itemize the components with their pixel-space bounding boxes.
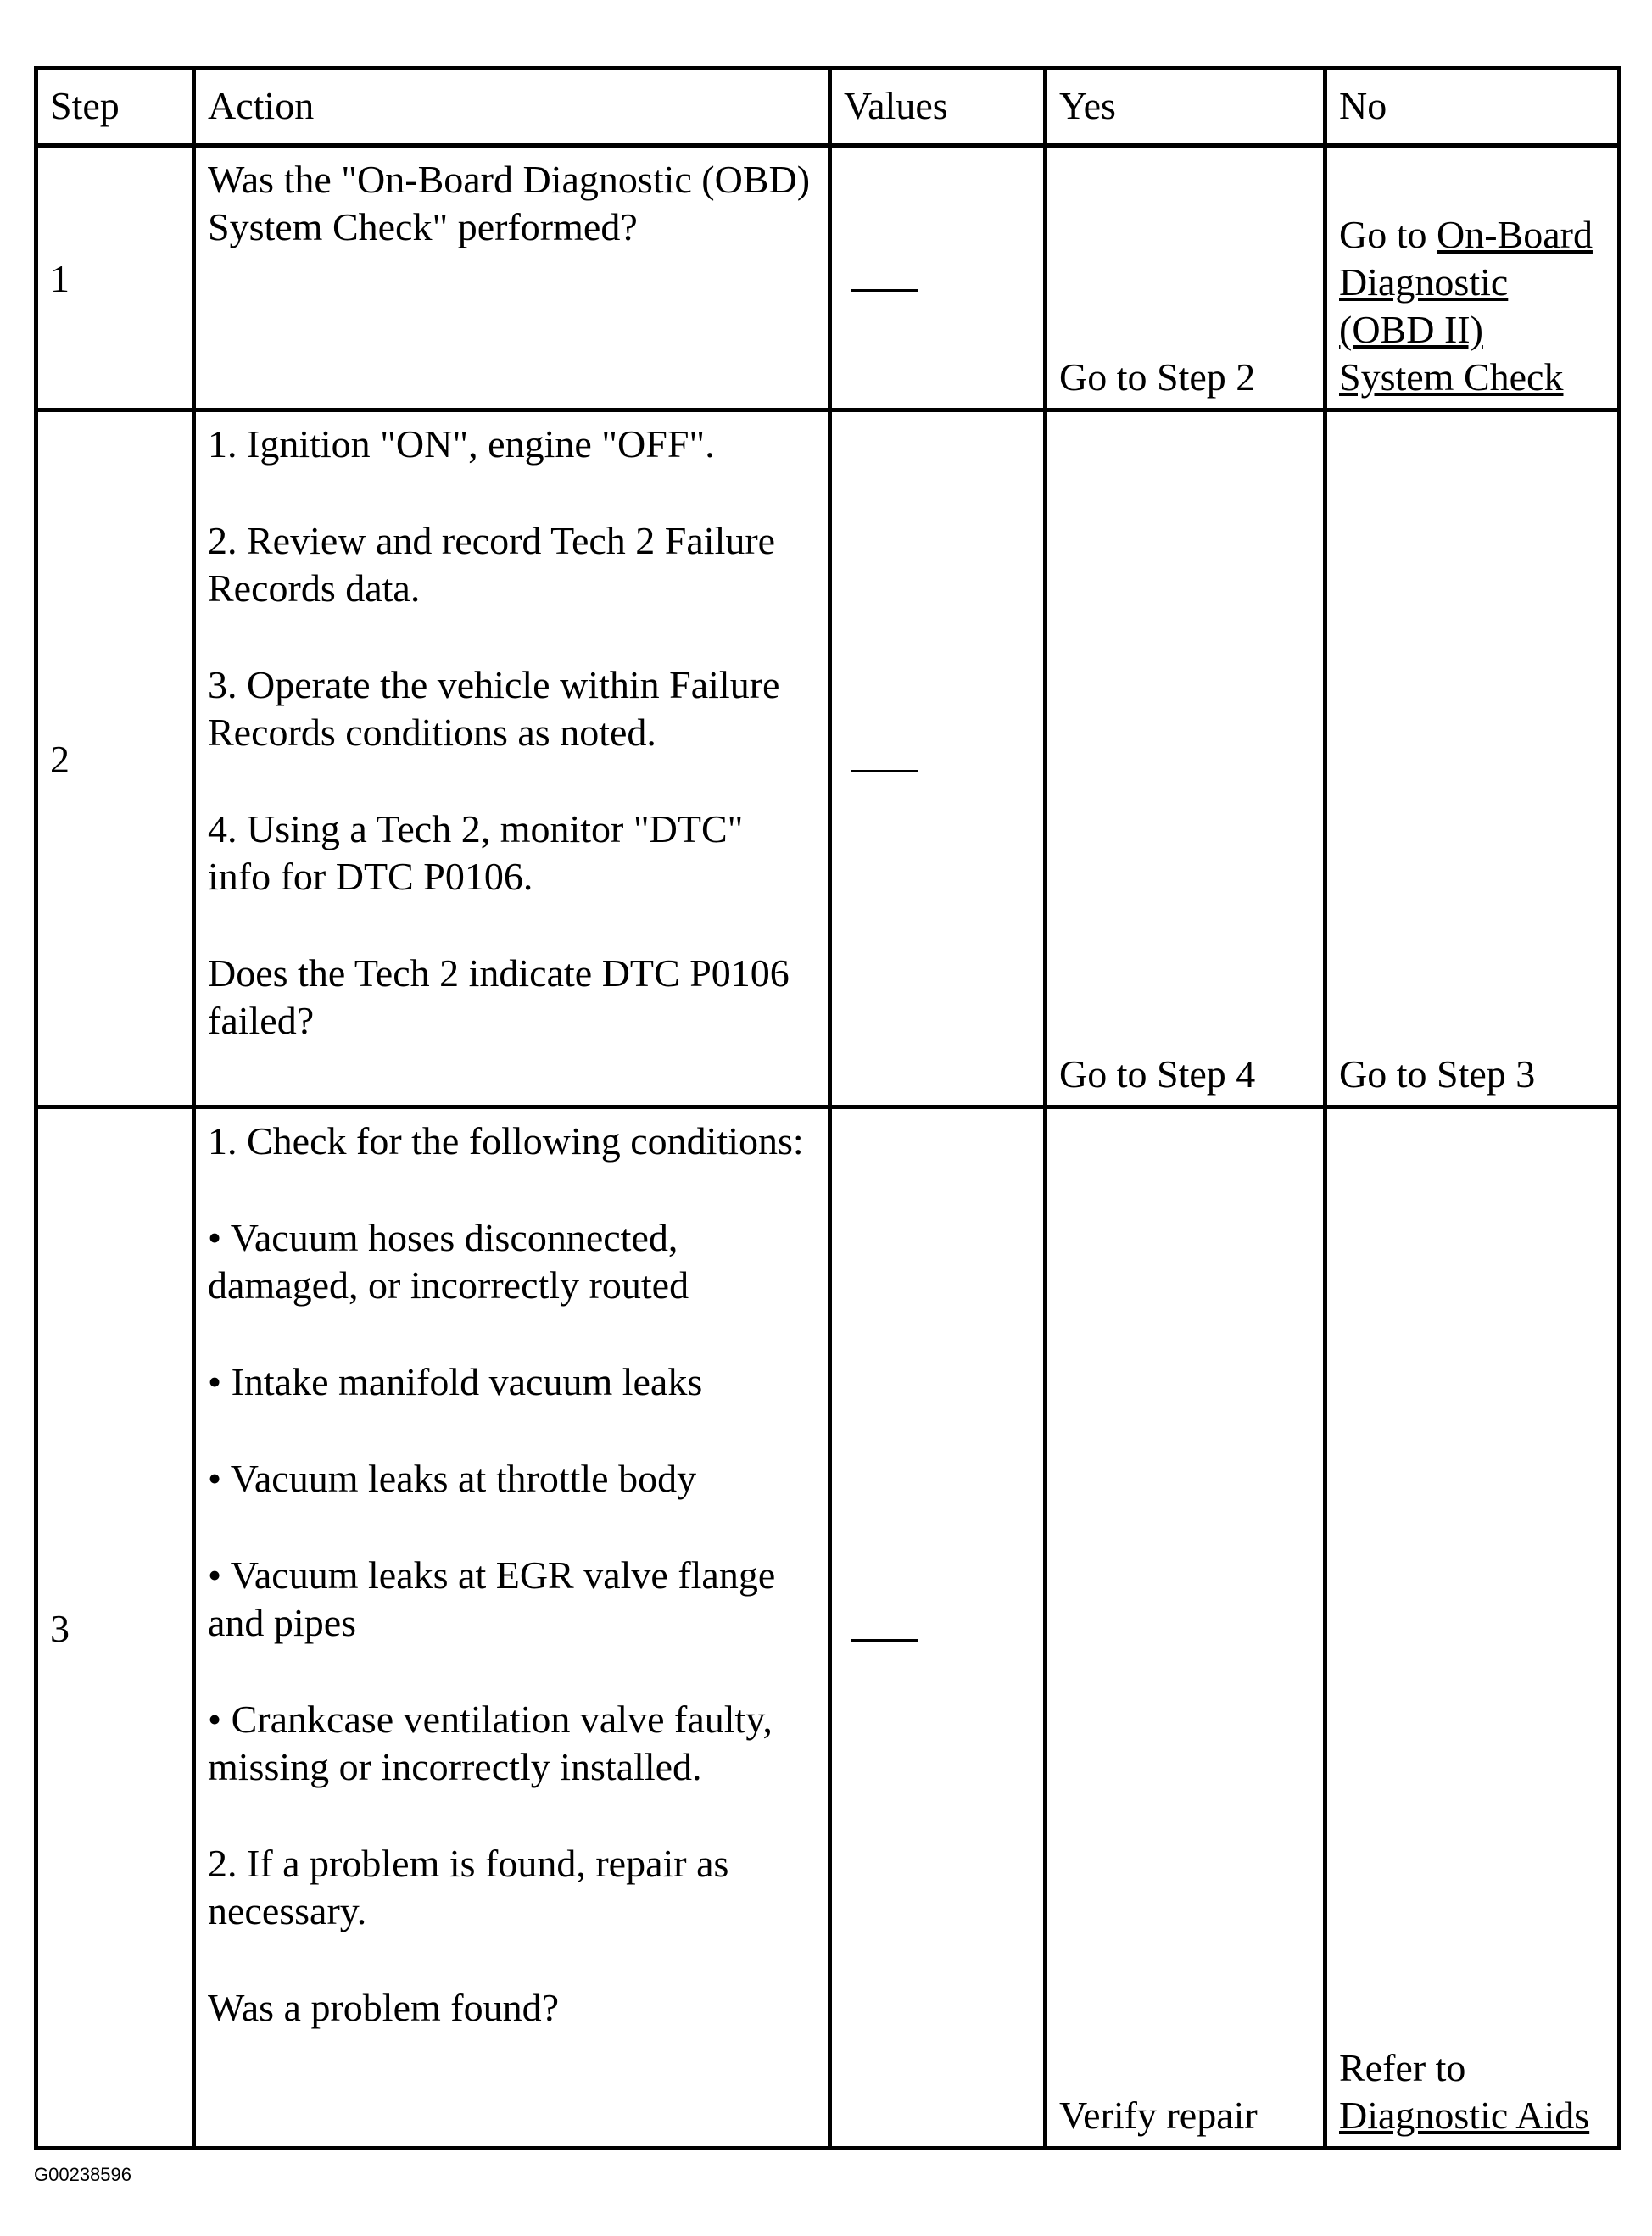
condition-bullet: • Intake manifold vacuum leaks — [208, 1360, 703, 1403]
action-text: 4. Using a Tech 2, monitor "DTC" info for DTC P0106. — [208, 807, 744, 898]
values-cell — [830, 1107, 1046, 2149]
action-question: Does the Tech 2 indicate DTC P0106 failed? — [208, 951, 790, 1042]
header-action: Action — [194, 69, 830, 146]
yes-cell: Go to Step 4 — [1046, 410, 1326, 1107]
no-cell — [1326, 1107, 1620, 2149]
obd-system-check-link[interactable]: On-Board Diagnostic (OBD II) System Check — [1339, 213, 1593, 399]
action-text: 1. Ignition "ON", engine "OFF". — [208, 422, 715, 466]
header-yes: Yes — [1046, 69, 1326, 146]
no-cell — [1326, 146, 1620, 410]
header-values: Values — [830, 69, 1046, 146]
table-row — [36, 1107, 1620, 2149]
figure-id: G00238596 — [34, 2164, 131, 2185]
step-number: 2 — [36, 410, 194, 1107]
no-cell: Go to Step 3 — [1326, 410, 1620, 1107]
header-step: Step — [36, 69, 194, 146]
action-text: 3. Operate the vehicle within Failure Records conditions as noted. — [208, 663, 780, 754]
step-number: 3 — [36, 1107, 194, 2149]
table-row — [36, 410, 1620, 1107]
blank-value-line — [851, 770, 918, 772]
yes-cell: Go to Step 2 — [1046, 146, 1326, 410]
table-row — [36, 146, 1620, 410]
blank-value-line — [851, 289, 918, 292]
condition-bullet: • Vacuum leaks at throttle body — [208, 1457, 697, 1500]
diagnostic-aids-link[interactable]: Diagnostic Aids — [1339, 2094, 1590, 2137]
action-cell — [194, 1107, 830, 2149]
step-number: 1 — [36, 146, 194, 410]
table-header-row — [36, 69, 1620, 146]
condition-bullet: • Vacuum hoses disconnected, damaged, or incorrectly routed — [208, 1216, 689, 1307]
blank-value-line — [851, 1639, 918, 1642]
action-text: Was the "On-Board Diagnostic (OBD) System Check" performed? — [208, 158, 811, 248]
yes-cell: Verify repair — [1046, 1107, 1326, 2149]
header-no: No — [1326, 69, 1620, 146]
no-text-prefix: Refer to — [1339, 2046, 1466, 2089]
no-text-prefix: Go to — [1339, 213, 1437, 256]
action-text: 2. Review and record Tech 2 Failure Records data. — [208, 519, 776, 610]
action-text: 1. Check for the following conditions: — [208, 1119, 804, 1163]
condition-bullet: • Crankcase ventilation valve faulty, missing or incorrectly installed. — [208, 1698, 773, 1788]
action-cell — [194, 146, 830, 410]
diagnostic-table — [34, 66, 1621, 2150]
values-cell — [830, 410, 1046, 1107]
values-cell — [830, 146, 1046, 410]
action-question: Was a problem found? — [208, 1986, 559, 2029]
action-text: 2. If a problem is found, repair as necessary. — [208, 1842, 729, 1932]
condition-bullet: • Vacuum leaks at EGR valve flange and pipes — [208, 1553, 776, 1644]
action-cell — [194, 410, 830, 1107]
